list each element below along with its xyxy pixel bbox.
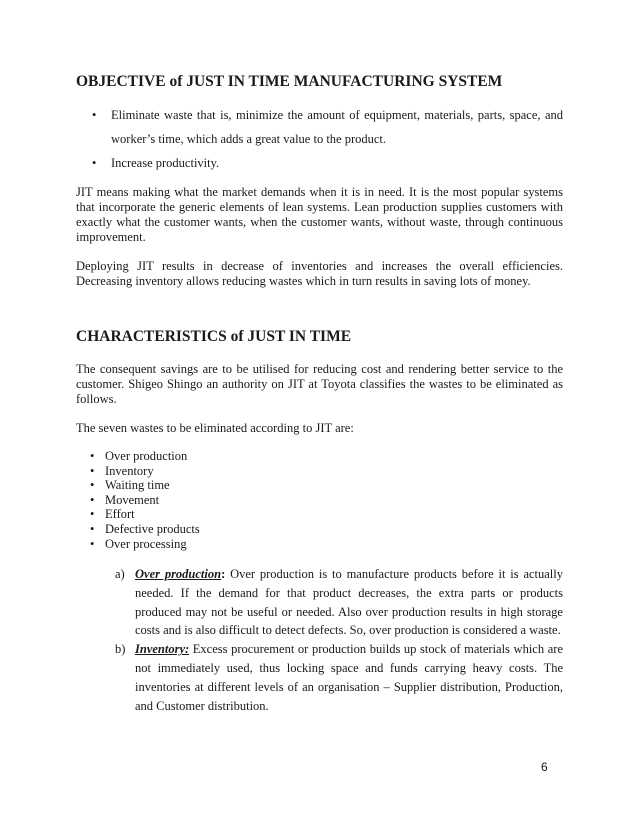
waste-item: • Over processing bbox=[90, 537, 200, 552]
waste-details-list bbox=[115, 565, 563, 715]
list-marker: b) bbox=[115, 642, 126, 657]
detail-text: Over production is to manufacture products before it is actually needed. If the demand for that product decreases, the extra parts or products produced may not be useful or needed. Also over production results in high storage costs and is also difficult to detect defects. So, over production is considered a waste. bbox=[135, 567, 564, 638]
term-over-production: Over production bbox=[135, 567, 222, 581]
detail-text: Excess procurement or production builds up stock of materials which are not immediately used, thus locking space and funds carrying heavy costs. The inventories at different levels of an organisation – Supplier distribution, Production, and Customer distribution. bbox=[135, 642, 563, 713]
objective-bullet-list bbox=[92, 103, 563, 175]
term-inventory: Inventory: bbox=[135, 642, 190, 657]
waste-item: • Over production bbox=[90, 449, 200, 464]
seven-wastes-list bbox=[90, 449, 200, 551]
jit-deployment-paragraph: Deploying JIT results in decrease of inventories and increases the overall efficiencies. Decreasing inventory allows reducing wastes which in turn results in saving lots of money. bbox=[76, 259, 563, 288]
waste-item: • Effort bbox=[90, 507, 200, 522]
page-number: 6 bbox=[541, 760, 548, 774]
objective-heading: OBJECTIVE of JUST IN TIME MANUFACTURING SYSTEM bbox=[76, 73, 503, 90]
savings-paragraph: The consequent savings are to be utilised for reducing cost and rendering better service to the customer. Shigeo Shingo an authority on JIT at Toyota classifies the wastes to be eliminated as follows. bbox=[76, 362, 563, 406]
jit-definition-paragraph: JIT means making what the market demands when it is in need. It is the most popular systems that incorporate the generic elements of lean systems. Lean production supplies customers with exactly what the customer wants, when the customer wants, without waste, through continuous improvement. bbox=[76, 185, 563, 244]
waste-item: • Waiting time bbox=[90, 478, 200, 493]
waste-item: • Movement bbox=[90, 493, 200, 508]
seven-wastes-intro: The seven wastes to be eliminated according to JIT are: bbox=[76, 421, 354, 435]
list-marker: a) bbox=[115, 567, 125, 581]
waste-item: • Inventory bbox=[90, 464, 200, 479]
waste-item: • Defective products bbox=[90, 522, 200, 537]
waste-detail-over-production bbox=[115, 565, 563, 640]
waste-detail-inventory bbox=[115, 640, 563, 715]
term-separator: : bbox=[221, 567, 226, 581]
objective-bullet-1: • Eliminate waste that is, minimize the amount of equipment, materials, parts, space, and worker’s time, which adds a great value to the product. bbox=[92, 103, 563, 151]
characteristics-heading: CHARACTERISTICS of JUST IN TIME bbox=[76, 328, 352, 345]
objective-bullet-2: • Increase productivity. bbox=[92, 151, 563, 175]
